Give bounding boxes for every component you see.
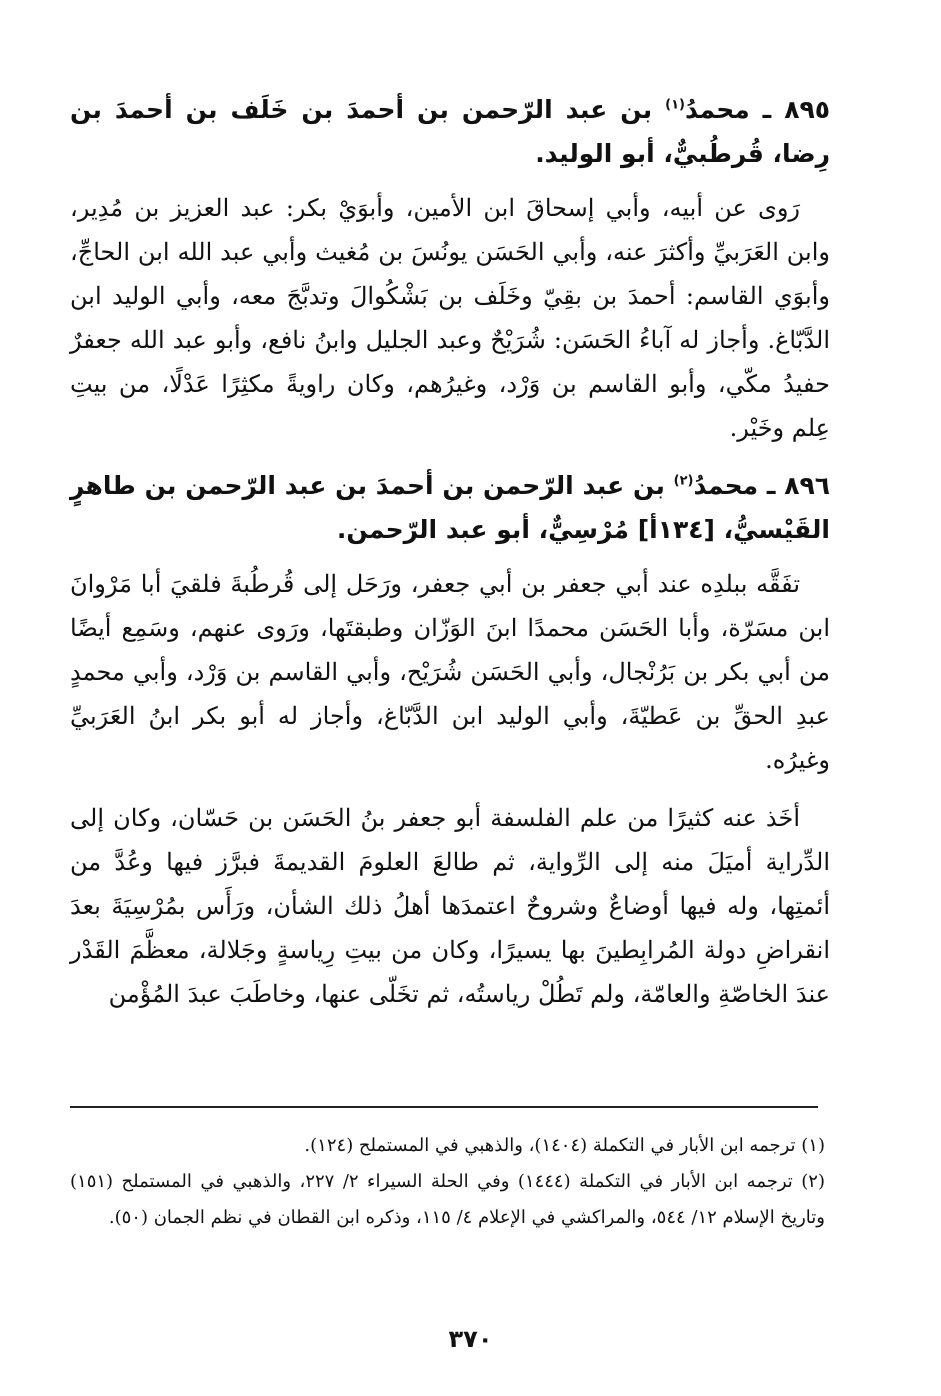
entry-dash: ـ	[766, 471, 776, 500]
entry-paragraph: تفَقَّه ببلدِه عند أبي جعفر بن أبي جعفر، ورَحَل إلى قُرطُبةَ فلقيَ أبا مَرْوانَ ابن مسَرّة، وأبا الحَسَن محمدًا ابنَ الوَزّان وطبقتَها، ورَوى عنهم، وسَمِع أيضًا من أبي بكر بن بَرُنْجال، وأبي الحَسَن شُرَيْح، وأبي القاسم بن وَرْد، وأبي محمدٍ عبدِ الحقِّ بن عَطيّةَ، وأبي الوليد ابن الدَّبّاغ، وأجاز له أبو بكر ابنُ العَرَبيِّ وغيرُه.	[70, 570, 830, 774]
entry-heading-text: بن عبد الرّحمن بن أحمدَ بن خَلَف بن أحمدَ بن رِضا، قُرطُبيٌّ، أبو الوليد.	[70, 95, 830, 168]
entry-paragraph: رَوى عن أبيه، وأبي إسحاقَ ابن الأمين، وأبوَيْ بكر: عبد العزيز بن مُدِير، وابن العَرَبيِّ وأكثرَ عنه، وأبي الحَسَن يونُسَ بن مُغيث وأبي عبد الله ابن الحاجِّ، وأبوَي القاسم: أحمدَ بن بقِيّ وخَلَف بن بَشْكُوالَ وتدبَّجَ معه، وأبي الوليد ابن الدَّبّاغ. وأجاز له آباءُ الحَسَن: شُرَيْحٌ وعبد الجليل وابنُ نافع، وأبو عبد الله جعفرٌ حفيدُ مكّي، وأبو القاسم بن وَرْد، وغيرُهم، وكان راويةً مكثِرًا عَدْلًا، من بيتِ عِلم وخَيْر.	[70, 194, 830, 442]
entry-heading-text: بن عبد الرّحمن بن أحمدَ بن عبد الرّحمن بن طاهرٍ القَيْسيُّ، [١٣٤أ] مُرْسِيٌّ، أبو عبد الرّحمن.	[70, 471, 830, 544]
entry-number: ٨٩٥	[784, 95, 830, 124]
footnote-divider	[70, 1106, 818, 1108]
footnote-marker: (٢)	[673, 473, 694, 489]
entry-heading	[70, 464, 830, 552]
entry-name: محمدُ	[685, 95, 750, 124]
footnote: (٢) ترجمه ابن الأبار في التكملة (١٤٤٤) وفي الحلة السيراء ٢/ ٢٢٧، والذهبي في المستملح (١٥١) وتاريخ الإسلام ١٢/ ٥٤٤، والمراكشي في الإعلام ٤/ ١١٥، وذكره ابن القطان في نظم الجمان (٥٠).	[70, 1171, 825, 1228]
page-body	[70, 88, 830, 1016]
entry-dash: ـ	[762, 95, 772, 124]
entry-name: محمدُ	[693, 471, 759, 500]
entry-paragraph: أخَذ عنه كثيرًا من علم الفلسفة أبو جعفر بنُ الحَسَن بن حَسّان، وكان إلى الدِّراية أميَلَ منه إلى الرِّواية، ثم طالعَ العلومَ القديمةَ فبرَّز فيها وعُدَّ من أئمتِها، وله فيها أوضاعٌ وشروحٌ اعتمدَها أهلُ ذلك الشأن، ورَأَس بمُرْسِيَةَ بعدَ انقراضِ دولة المُرابِطينَ بها يسيرًا، وكان من بيتِ رِياسةٍ وجَلالة، معظَّمَ القَدْر عندَ الخاصّةِ والعامّة، ولم تَطُلْ رياستُه، ثم تخَلّى عنها، وخاطَبَ عبدَ المُؤْمن	[70, 804, 830, 1008]
footnote: (١) ترجمه ابن الأبار في التكملة (١٤٠٤)، والذهبي في المستملح (١٢٤).	[304, 1135, 825, 1156]
page-number: ٣٧٠	[448, 1325, 493, 1353]
entry-heading	[70, 88, 830, 176]
entry-number: ٨٩٦	[784, 471, 830, 500]
footnotes	[70, 1128, 825, 1236]
footnote-marker: (١)	[665, 97, 685, 113]
